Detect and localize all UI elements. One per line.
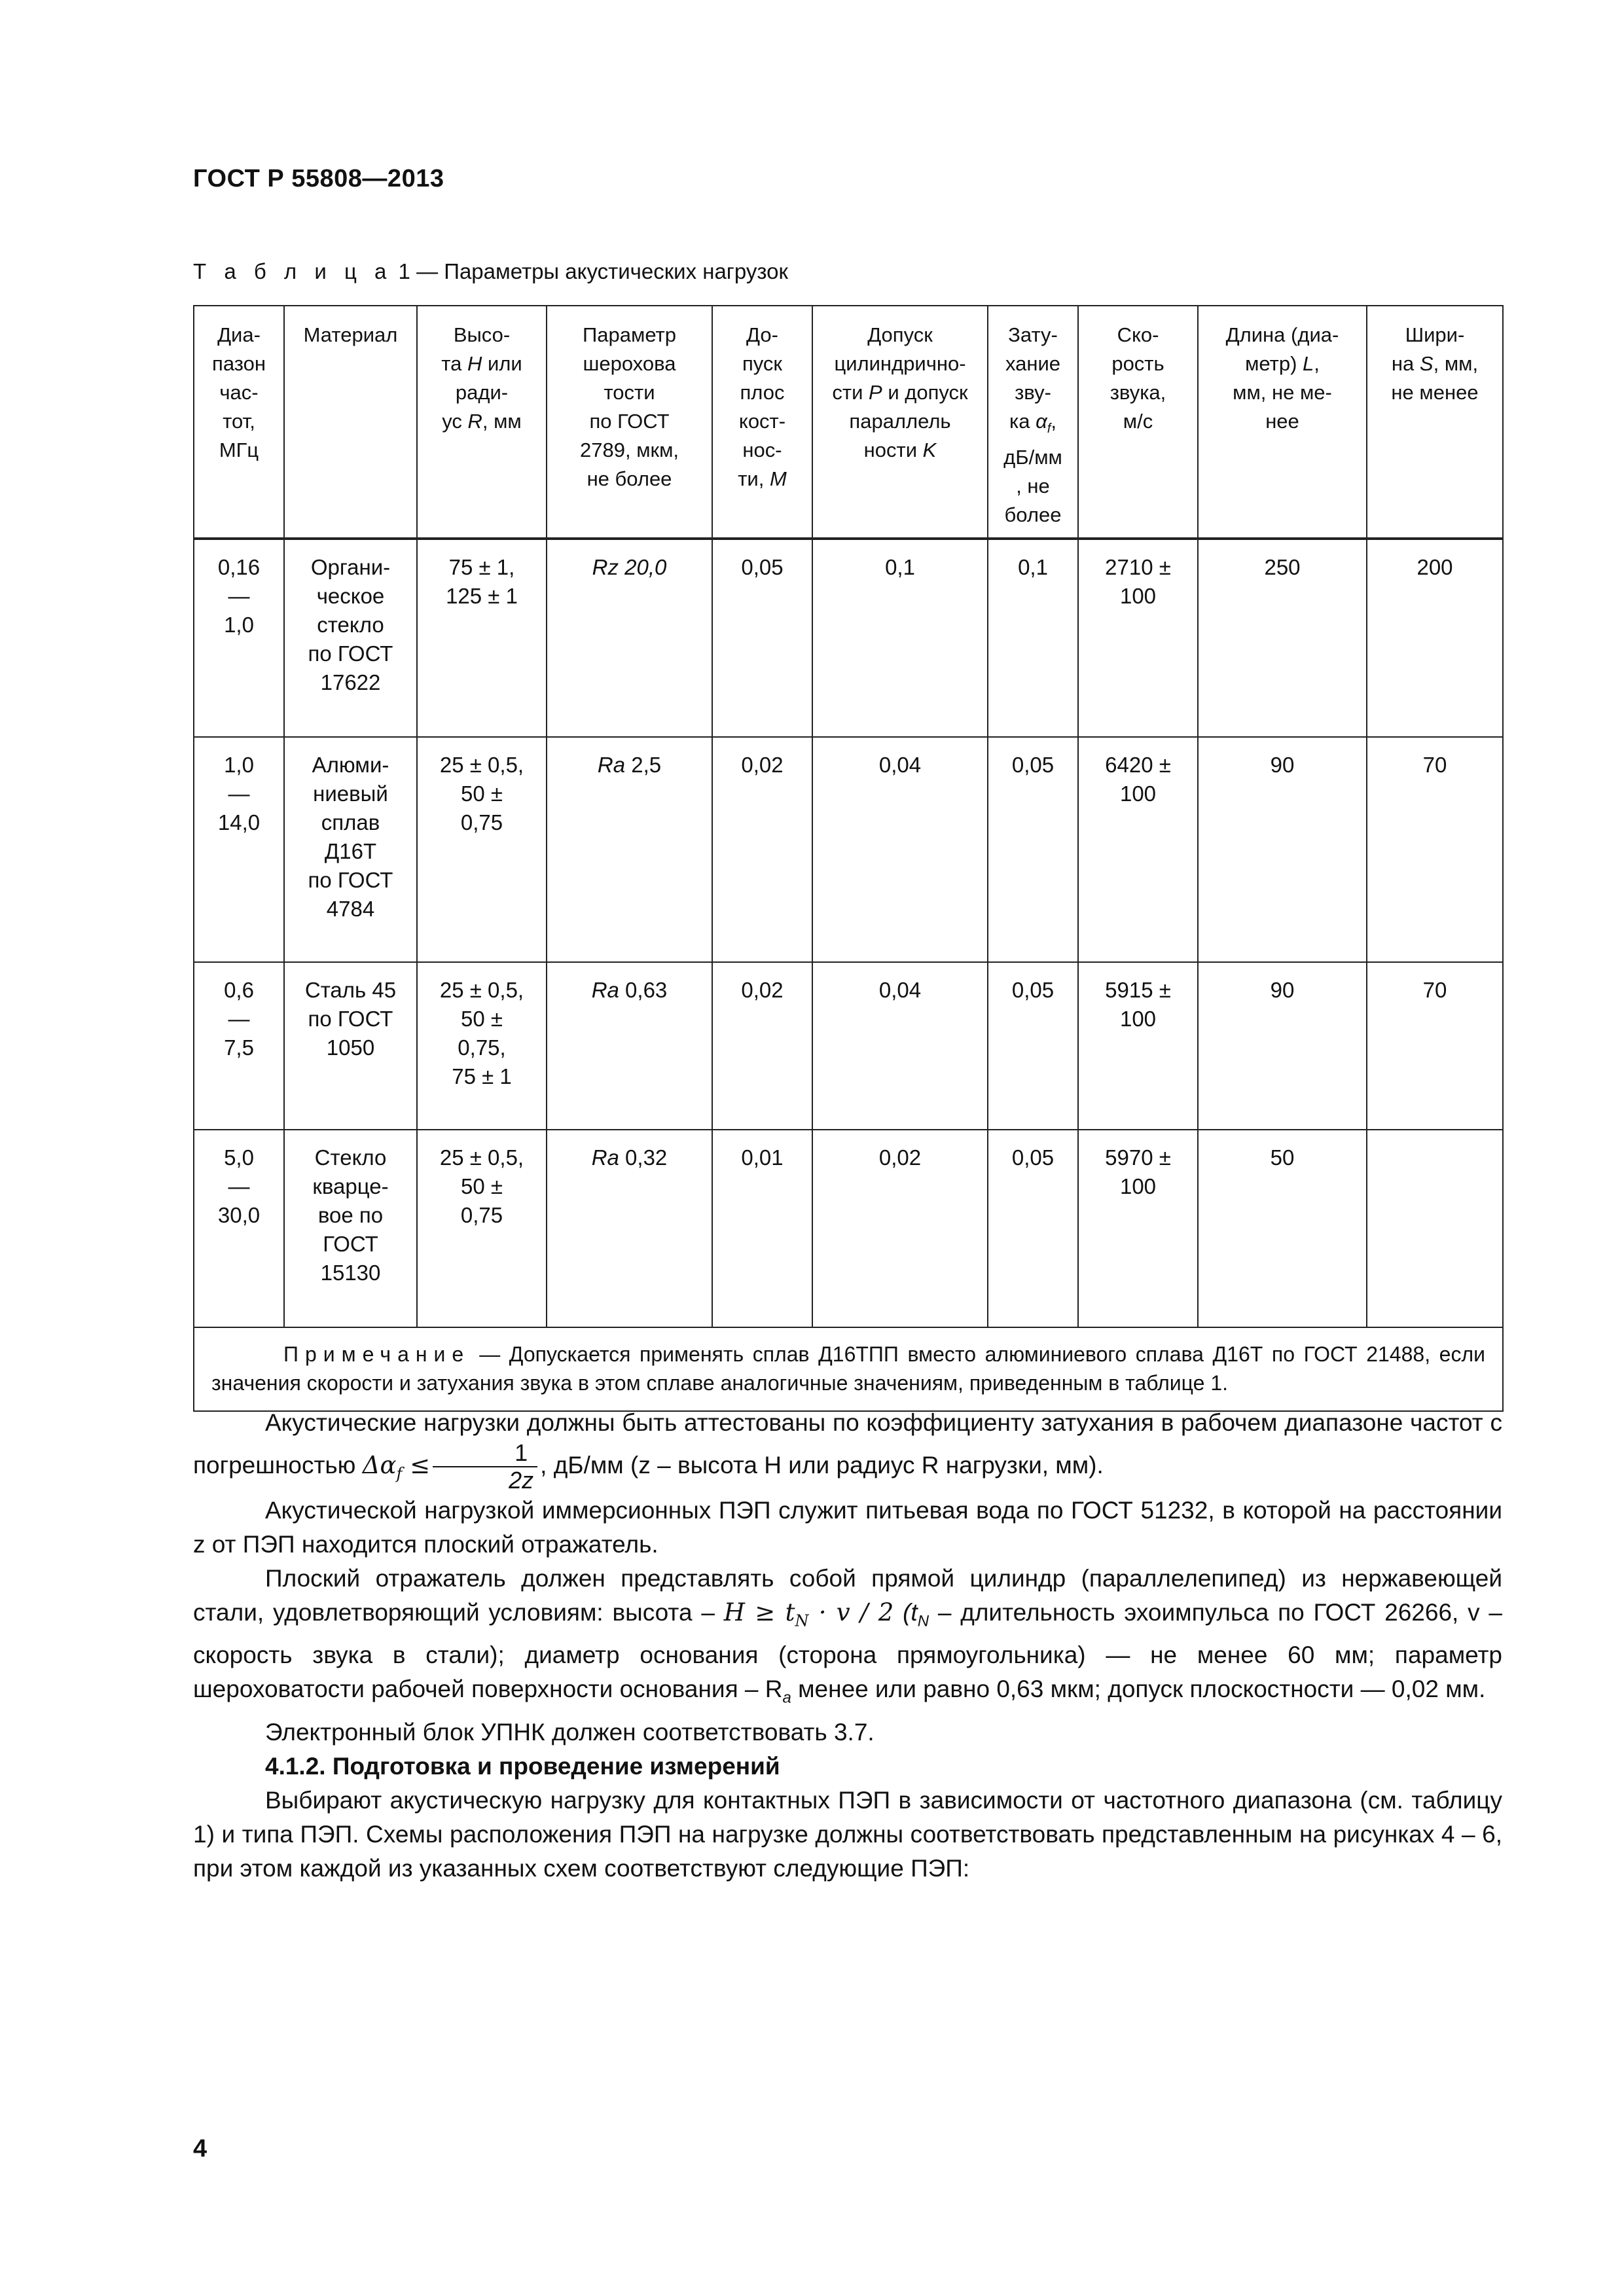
col-header-attenuation: Зату- хание зву- ка $\alpha_f$, дБ/мм , не более <box>988 306 1078 539</box>
paragraph-electronic-block: Электронный блок УПНК должен соответствовать 3.7. <box>265 1718 875 1746</box>
table-note <box>194 1327 1503 1411</box>
table-cell: 25 ± 0,5, 50 ± 0,75 <box>417 1130 547 1327</box>
p3-text-c: – длительность эхоимпульса по ГОСТ 26266, v – скорость звука в стали); диаметр основания (сторона прямоугольника) — не менее 60 мм; параметр шероховатости рабочей поверхности основания – R <box>193 1599 1502 1703</box>
table-cell: 0,05 <box>988 1130 1078 1327</box>
p3-text-b: (t <box>893 1599 918 1626</box>
table-note-row <box>194 1327 1503 1411</box>
height-formula-sub: N <box>795 1611 809 1630</box>
table-cell: 0,05 <box>988 962 1078 1130</box>
table-cell: Алюми- ниевый сплав Д16Т по ГОСТ 4784 <box>284 737 417 962</box>
table-body <box>194 539 1503 1327</box>
section-heading-4-1-2: 4.1.2. Подготовка и проведение измерений <box>265 1752 780 1780</box>
table-cell: 0,02 <box>812 1130 988 1327</box>
paragraph-reflector <box>193 1562 1502 1715</box>
height-formula-main: H ≥ t <box>723 1598 795 1626</box>
table-cell: 6420 ± 100 <box>1078 737 1198 962</box>
formula-delta-alpha: Δα <box>362 1450 397 1479</box>
table-cell: Ra 0,32 <box>547 1130 712 1327</box>
col-header-frequency: Диа- пазон час- тот, МГц <box>194 306 284 539</box>
table-cell: 0,05 <box>988 737 1078 962</box>
formula-fraction <box>433 1440 537 1494</box>
table-cell: Ra 0,63 <box>547 962 712 1130</box>
table-cell: 90 <box>1198 737 1367 962</box>
body-text <box>193 1406 1502 1886</box>
table-cell: 0,02 <box>712 737 812 962</box>
table-cell: 200 <box>1367 539 1503 737</box>
document-header: ГОСТ Р 55808—2013 <box>193 165 444 192</box>
table-cell: 70 <box>1367 962 1503 1130</box>
table-cell: 25 ± 0,5, 50 ± 0,75, 75 ± 1 <box>417 962 547 1130</box>
table-cell: 90 <box>1198 962 1367 1130</box>
table-cell: Органи- ческое стекло по ГОСТ 17622 <box>284 539 417 737</box>
table-cell: 0,16 — 1,0 <box>194 539 284 737</box>
table-cell: 2710 ± 100 <box>1078 539 1198 737</box>
paragraph-attestation <box>193 1406 1502 1494</box>
fraction-denominator: 2z <box>509 1467 534 1494</box>
table-cell: 0,6 — 7,5 <box>194 962 284 1130</box>
table-cell: 0,1 <box>812 539 988 737</box>
col-header-roughness: Параметр шерохова тости по ГОСТ 2789, мкм, не более <box>547 306 712 539</box>
paragraph-immersion: Акустической нагрузкой иммерсионных ПЭП служит питьевая вода по ГОСТ 51232, в которой на расстоянии z от ПЭП находится плоский отражатель. <box>193 1497 1502 1558</box>
table-cell: 0,01 <box>712 1130 812 1327</box>
table-row <box>194 737 1503 962</box>
p3-sub-n: N <box>917 1612 929 1630</box>
table-row <box>194 1130 1503 1327</box>
table-cell: 250 <box>1198 539 1367 737</box>
table-caption <box>193 259 788 284</box>
height-formula <box>723 1598 894 1630</box>
p1-text-b: , дБ/мм (z – высота H или радиус R нагрузки, мм). <box>540 1451 1104 1479</box>
col-header-cylindricity: Допуск цилиндрично- сти P и допуск параллель ности K <box>812 306 988 539</box>
acoustic-loads-table <box>193 305 1504 1412</box>
table-cell: 50 <box>1198 1130 1367 1327</box>
height-formula-tail: · v / 2 <box>808 1598 894 1626</box>
table-caption-text: 1 — Параметры акустических нагрузок <box>392 259 788 283</box>
table-cell <box>1367 1130 1503 1327</box>
table-cell: 0,1 <box>988 539 1078 737</box>
table-cell: 25 ± 0,5, 50 ± 0,75 <box>417 737 547 962</box>
attenuation-formula <box>362 1450 431 1483</box>
table-cell: 0,05 <box>712 539 812 737</box>
col-header-length: Длина (диа- метр) L, мм, не ме- нее <box>1198 306 1367 539</box>
p3-sub-a: a <box>782 1689 791 1707</box>
table-row <box>194 962 1503 1130</box>
table-cell: 75 ± 1, 125 ± 1 <box>417 539 547 737</box>
table-cell: Ra 2,5 <box>547 737 712 962</box>
table-caption-label: Т а б л и ц а <box>193 259 393 283</box>
p3-text-d: менее или равно 0,63 мкм; допуск плоскостности — 0,02 мм. <box>791 1676 1486 1703</box>
col-header-flatness: До- пуск плос кост- нос- ти, M <box>712 306 812 539</box>
table-cell: Сталь 45 по ГОСТ 1050 <box>284 962 417 1130</box>
table-cell: Rz 20,0 <box>547 539 712 737</box>
col-header-speed: Ско- рость звука, м/с <box>1078 306 1198 539</box>
table-row <box>194 539 1503 737</box>
table-cell: 5970 ± 100 <box>1078 1130 1198 1327</box>
formula-operator: ≤ <box>410 1450 431 1479</box>
table-cell: 5915 ± 100 <box>1078 962 1198 1130</box>
col-header-height: Высо- та H или ради- ус R, мм <box>417 306 547 539</box>
note-text: — Допускается применять сплав Д16ТПП вместо алюминиевого сплава Д16Т по ГОСТ 21488, если значения скорости и затухания звука в этом сплаве аналогичные значениям, приведенным в таблице 1. <box>211 1342 1485 1395</box>
table-cell: 70 <box>1367 737 1503 962</box>
formula-subscript-f: f <box>396 1464 403 1483</box>
p1-text-a: Акустические нагрузки должны быть аттестованы по коэффициенту затухания в рабочем диапазоне частот с погрешностью <box>193 1409 1502 1479</box>
table-cell: Стекло кварце- вое по ГОСТ 15130 <box>284 1130 417 1327</box>
col-header-width: Шири- на S, мм, не менее <box>1367 306 1503 539</box>
p3-text-a: Плоский отражатель должен представлять собой прямой цилиндр (параллелепипед) из нержавеющей стали, удовлетворяющий условиям: высота – <box>193 1565 1502 1626</box>
page-number: 4 <box>193 2135 208 2162</box>
note-label: Примечание <box>283 1342 471 1367</box>
fraction-numerator: 1 <box>433 1440 537 1467</box>
table-cell: 5,0 — 30,0 <box>194 1130 284 1327</box>
table-cell: 0,02 <box>712 962 812 1130</box>
paragraph-selection: Выбирают акустическую нагрузку для контактных ПЭП в зависимости от частотного диапазона (см. таблицу 1) и типа ПЭП. Схемы расположения ПЭП на нагрузке должны соответствовать представленным на рисунках 4 – 6, при этом каждой из указанных схем соответствуют следующие ПЭП: <box>193 1786 1502 1882</box>
table-header-row <box>194 306 1503 539</box>
table-cell: 0,04 <box>812 737 988 962</box>
col-header-material: Материал <box>284 306 417 539</box>
table-cell: 0,04 <box>812 962 988 1130</box>
table-cell: 1,0 — 14,0 <box>194 737 284 962</box>
